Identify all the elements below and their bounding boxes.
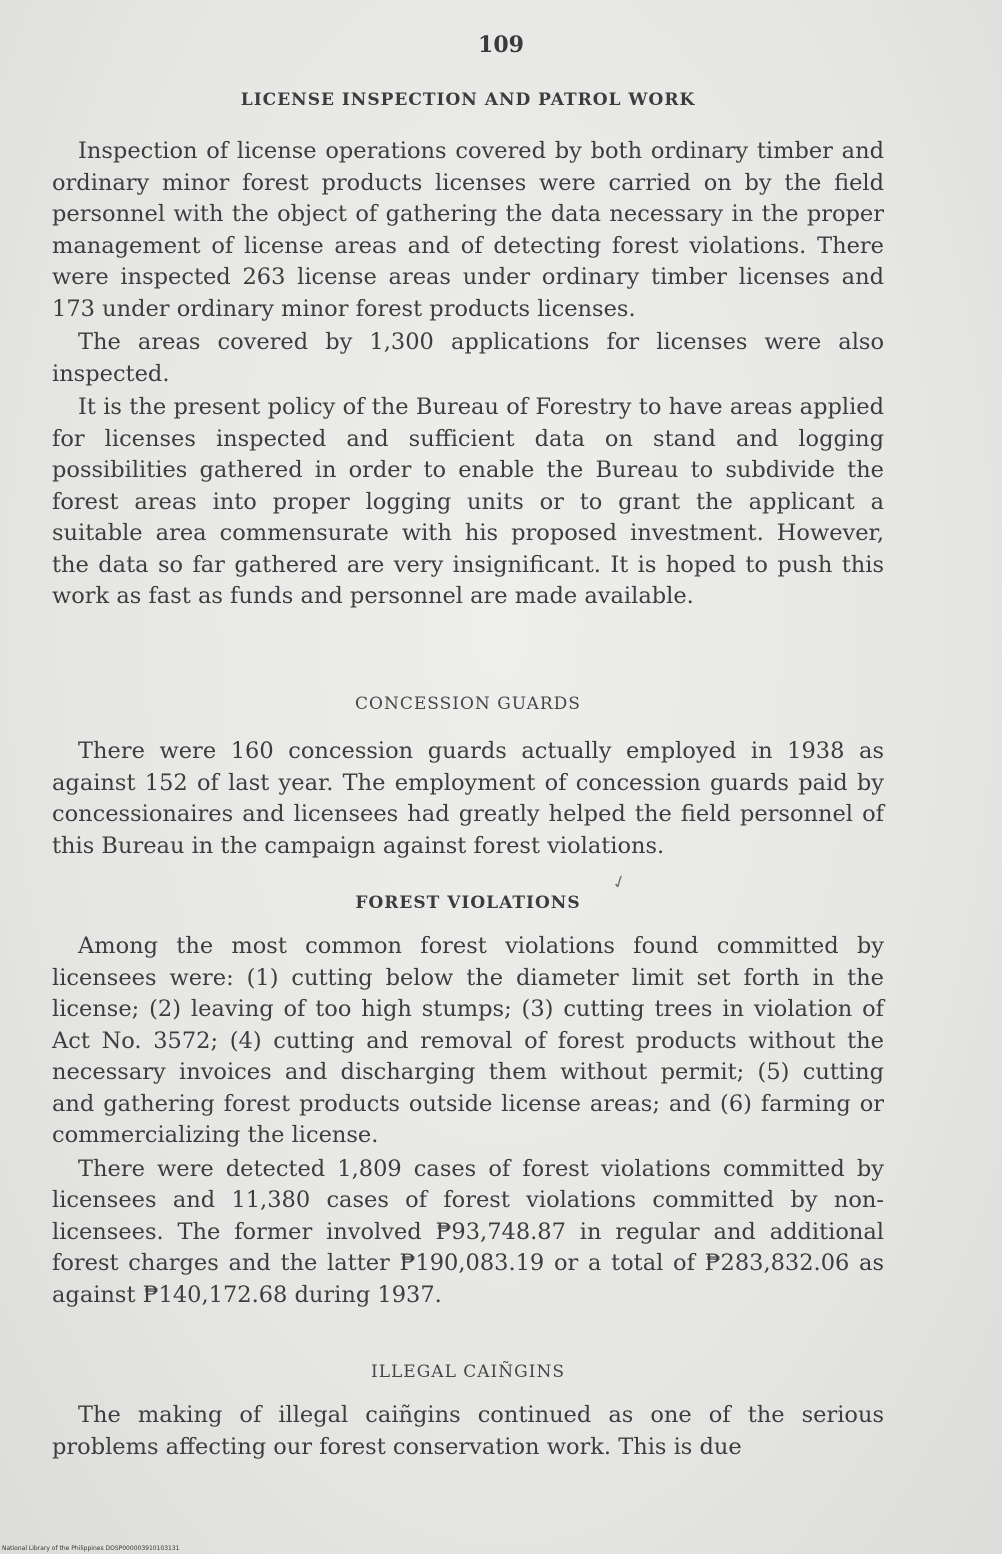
section-heading: FOREST VIOLATIONS xyxy=(355,893,581,913)
section-forest-violations xyxy=(52,893,884,1311)
section-illegal-caingins xyxy=(52,1362,884,1463)
paragraph: The making of illegal caiñgins continued as one of the serious problems affecting our forest conservation work. This is due xyxy=(52,1402,884,1460)
paragraph: Inspection of license operations covered by both ordinary timber and ordinary minor forest products licenses were carried on by the field personnel with the object of gathering the data necessary in the proper management of license areas and of detecting forest violations. There were inspected 263 license areas under ordinary timber licenses and 173 under ordinary minor forest products licenses. xyxy=(52,138,884,322)
paragraph: It is the present policy of the Bureau of Forestry to have areas applied for licenses inspected and sufficient data on stand and logging possibilities gathered in order to enable the Bureau to subdivide the forest areas into proper logging units or to grant the applicant a suitable area commensurate with his proposed investment. However, the data so far gathered are very insignificant. It is hoped to push this work as fast as funds and personnel are made available. xyxy=(52,394,884,609)
paragraph: There were 160 concession guards actually employed in 1938 as against 152 of last year. The employment of concession guards paid by concessionaires and licensees had greatly helped the field personnel of this Bureau in the campaign against forest violations. xyxy=(52,738,884,859)
paragraph: Among the most common forest violations found committed by licensees were: (1) cutting below the diameter limit set forth in the license; (2) leaving of too high stumps; (3) cutting trees in violation of Act No. 3572; (4) cutting and removal of forest products without the necessary invoices and discharging them without permit; (5) cutting and gathering forest products outside license areas; and (6) farming or commercializing the license. xyxy=(52,933,884,1148)
section-heading: ILLEGAL CAIÑGINS xyxy=(371,1362,565,1382)
paragraph: There were detected 1,809 cases of forest violations committed by licensees and 11,380 cases of forest violations committed by non-licensees. The former involved ₱93,748.87 in regular and additional forest charges and the latter ₱190,083.19 or a total of ₱283,832.06 as against ₱140,172.68 during 1937. xyxy=(52,1155,884,1308)
section-license-inspection xyxy=(52,90,884,613)
section-heading: LICENSE INSPECTION AND PATROL WORK xyxy=(240,90,696,110)
scan-footer-note: National Library of the Philippines DOSP000003910103131 xyxy=(2,1545,180,1552)
section-heading: CONCESSION GUARDS xyxy=(355,694,581,714)
section-concession-guards xyxy=(52,694,884,862)
paragraph: The areas covered by 1,300 applications for licenses were also inspected. xyxy=(52,329,884,387)
pencil-check-mark-icon: ✓ xyxy=(608,870,631,895)
page-number: 109 xyxy=(478,32,524,58)
